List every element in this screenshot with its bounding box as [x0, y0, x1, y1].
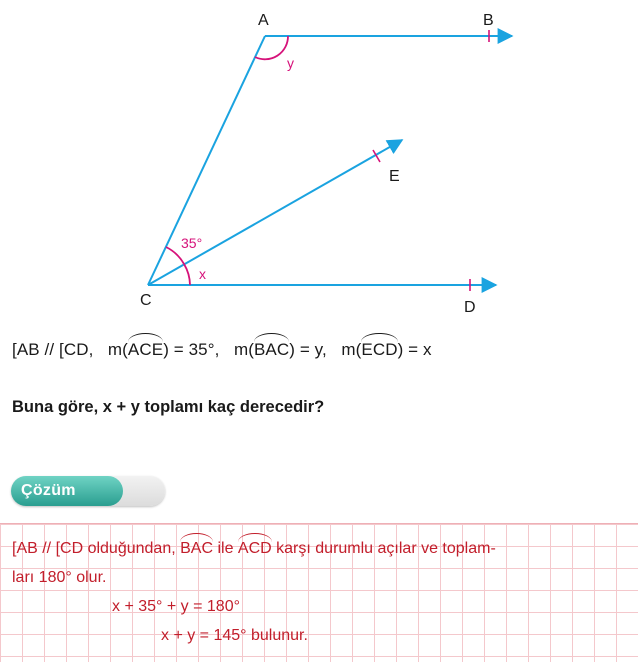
arc-acd-solution: ACD [237, 540, 272, 557]
solution-badge-label: Çözüm [11, 476, 123, 506]
ray-ce [148, 140, 402, 285]
solution-line-1 [12, 540, 496, 558]
arc-ace: ACE [127, 340, 164, 359]
geometry-figure [0, 0, 638, 330]
given-bac-prefix: m( [233, 340, 254, 359]
angle-label-x: x [199, 266, 206, 282]
solution-line-1-b: ile [213, 540, 238, 557]
angle-label-y: y [287, 55, 294, 71]
point-label-a: A [258, 12, 269, 29]
solution-line-1-c: karşı durumlu açılar ve toplam- [271, 540, 496, 557]
solution-line-3: x + 35° + y = 180° [112, 598, 240, 615]
solution-line-2: ları 180° olur. [12, 569, 107, 586]
point-label-c: C [140, 292, 152, 309]
solution-line-1-a: [AB // [CD olduğundan, [12, 540, 181, 557]
angle-arc-x [184, 264, 190, 285]
angle-label-35: 35° [181, 235, 203, 251]
given-statement [12, 340, 432, 360]
segment-ca [148, 36, 265, 285]
arc-bac: BAC [253, 340, 290, 359]
given-bac-suffix: ) = y, [289, 340, 327, 359]
point-label-d: D [464, 299, 476, 316]
given-parallel: [AB // [CD, [12, 340, 94, 359]
arc-ecd: ECD [361, 340, 398, 359]
given-ace-suffix: ) = 35°, [163, 340, 220, 359]
point-label-b: B [483, 12, 494, 29]
point-label-e: E [389, 168, 400, 185]
solution-badge [11, 476, 165, 506]
solution-line-4: x + y = 145° bulunur. [161, 627, 308, 644]
question-text: Buna göre, x + y toplamı kaç derecedir? [12, 398, 325, 416]
given-ace-prefix: m( [107, 340, 128, 359]
given-ecd-prefix: m( [341, 340, 362, 359]
arc-bac-solution: BAC [180, 540, 214, 557]
given-ecd-suffix: ) = x [397, 340, 432, 359]
